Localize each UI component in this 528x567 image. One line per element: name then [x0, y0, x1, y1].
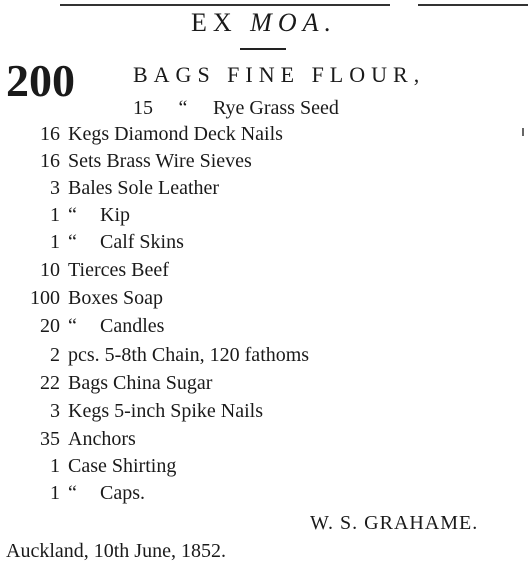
ditto-mark: “: [68, 204, 77, 226]
list-item: [0, 345, 309, 365]
item-qty: 3: [50, 177, 60, 199]
heading-ship-name: MOA.: [250, 8, 337, 37]
list-item: [0, 483, 145, 503]
item-qty: 1: [50, 482, 60, 504]
item-text: pcs. 5-8th Chain, 120 fathoms: [68, 344, 310, 366]
item-qty: 15: [133, 97, 153, 119]
item-text: Calf Skins: [100, 231, 184, 253]
ditto-mark: “: [68, 231, 77, 253]
item-qty: 35: [40, 428, 60, 450]
ditto-mark: “: [68, 315, 77, 337]
item-qty: 16: [40, 150, 60, 172]
list-item: [0, 316, 164, 336]
heading-ex: EX: [191, 8, 238, 37]
list-item: [0, 401, 263, 421]
item-qty: 1: [50, 231, 60, 253]
item-text: Tierces Beef: [68, 259, 169, 281]
top-rule: [60, 4, 390, 6]
item-text: Kip: [100, 204, 130, 226]
list-item: [0, 373, 212, 393]
list-item: [0, 260, 169, 280]
item-qty: 3: [50, 400, 60, 422]
lead-item-text: BAGS FINE FLOUR,: [133, 62, 426, 87]
ditto-mark: “: [68, 482, 77, 504]
list-item: [133, 98, 339, 118]
item-text: Caps.: [100, 482, 145, 504]
list-item: [0, 429, 136, 449]
item-qty: 1: [50, 455, 60, 477]
item-qty: 20: [40, 315, 60, 337]
signature: W. S. GRAHAME.: [310, 512, 479, 534]
item-text: Boxes Soap: [68, 287, 163, 309]
item-text: Kegs Diamond Deck Nails: [68, 123, 283, 145]
item-text: Sets Brass Wire Sieves: [68, 150, 252, 172]
lead-quantity: 200: [6, 55, 75, 106]
item-text: Kegs 5-inch Spike Nails: [68, 400, 263, 422]
top-rule-right: [418, 4, 528, 6]
list-item: [0, 205, 130, 225]
item-text: Bags China Sugar: [68, 372, 213, 394]
margin-mark: [522, 128, 524, 136]
list-item: [0, 232, 184, 252]
heading: [0, 8, 528, 38]
item-qty: 10: [40, 259, 60, 281]
ditto-mark: “: [178, 97, 188, 119]
list-item: [0, 288, 163, 308]
item-text: Case Shirting: [68, 455, 177, 477]
item-text: Candles: [100, 315, 165, 337]
item-qty: 16: [40, 123, 60, 145]
item-text: Bales Sole Leather: [68, 177, 220, 199]
list-item: [0, 151, 252, 171]
date-line: Auckland, 10th June, 1852.: [6, 540, 226, 562]
item-qty: 22: [40, 372, 60, 394]
list-item: [0, 124, 283, 144]
item-qty: 1: [50, 204, 60, 226]
list-item: [0, 456, 176, 476]
item-qty: 2: [50, 344, 60, 366]
item-text: Rye Grass Seed: [213, 97, 339, 119]
item-text: Anchors: [68, 428, 136, 450]
heading-divider: [240, 48, 286, 50]
item-qty: 100: [30, 287, 60, 309]
list-item: [0, 178, 219, 198]
